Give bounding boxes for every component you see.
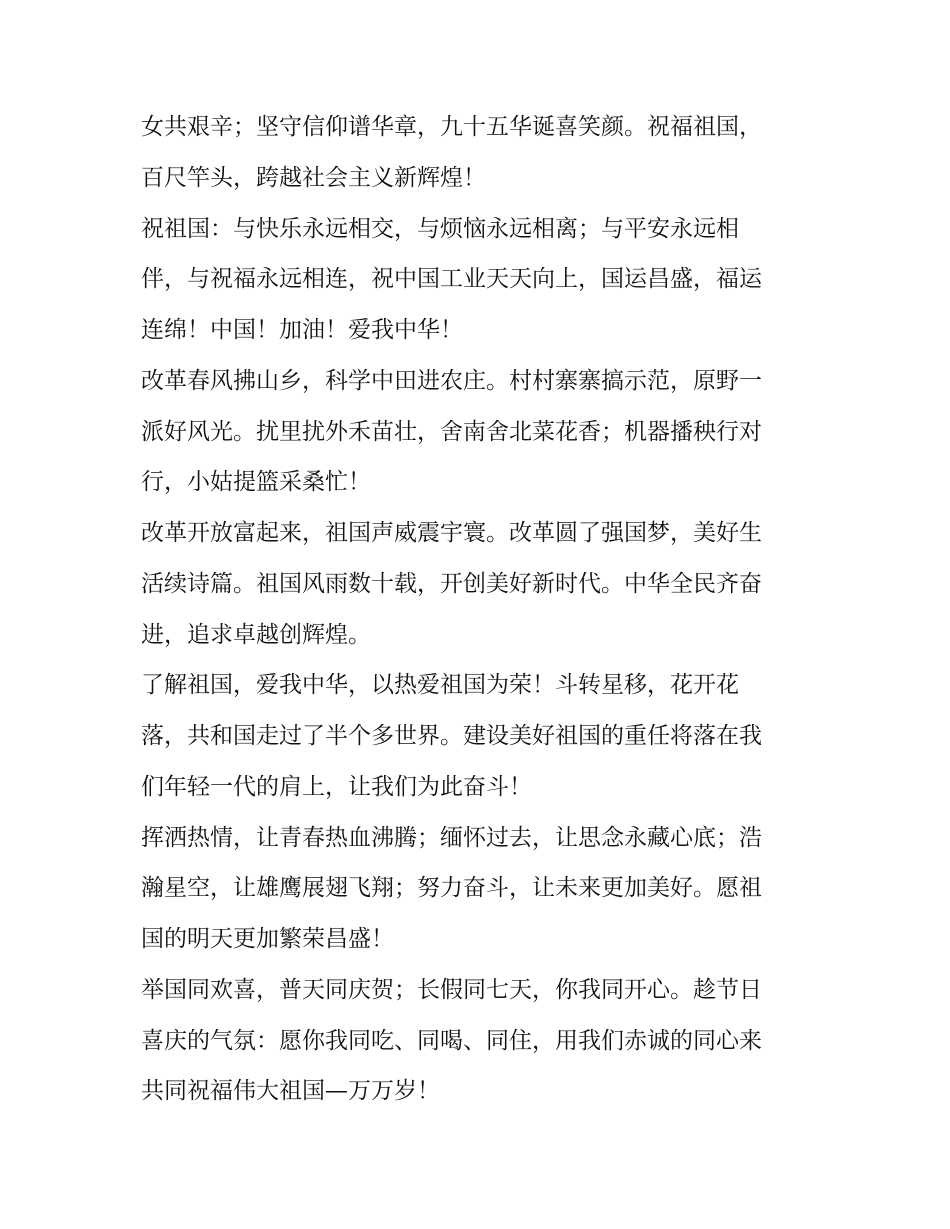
text-line: 共同祝福伟大祖国—万万岁！ (141, 1078, 440, 1105)
text-line: 们年轻一代的肩上，让我们为此奋斗！ (141, 773, 532, 800)
text-line: 瀚星空，让雄鹰展翅飞翔；努力奋斗，让未来更加美好。愿祖 (141, 875, 762, 902)
text-line: 祝祖国：与快乐永远相交，与烦恼永远相离；与平安永远相 (141, 215, 739, 242)
text-line: 百尺竿头，跨越社会主义新辉煌！ (141, 164, 486, 191)
text-line: 了解祖国，爱我中华，以热爱祖国为荣！斗转星移，花开花 (141, 672, 739, 699)
text-line: 改革春风拂山乡，科学中田进农庄。村村寨寨搞示范，原野一 (141, 367, 762, 394)
text-line: 连绵！中国！加油！爱我中华！ (141, 317, 463, 343)
text-line: 女共艰辛；坚守信仰谱华章，九十五华诞喜笑颜。祝福祖国， (141, 114, 762, 140)
text-line: 派好风光。扰里扰外禾苗壮，舍南舍北菜花香；机器播秧行对 (141, 418, 762, 445)
text-line: 行，小姑提篮采桑忙！ (141, 469, 371, 496)
text-line: 伴，与祝福永远相连，祝中国工业天天向上，国运昌盛，福运 (141, 266, 762, 293)
text-line: 进，追求卓越创辉煌。 (141, 621, 371, 648)
text-line: 落，共和国走过了半个多世界。建设美好祖国的重任将落在我 (141, 723, 762, 749)
text-line: 挥洒热情，让青春热血沸腾；缅怀过去，让思念永藏心底；浩 (141, 824, 762, 851)
text-line: 活续诗篇。祖国风雨数十载，开创美好新时代。中华全民齐奋 (141, 570, 762, 597)
text-line: 国的明天更加繁荣昌盛！ (141, 926, 394, 952)
document-body (141, 102, 821, 1117)
text-line: 喜庆的气氛：愿你我同吃、同喝、同住，用我们赤诚的同心来 (141, 1027, 762, 1054)
text-line: 举国同欢喜，普天同庆贺；长假同七天，你我同开心。趁节日 (141, 976, 762, 1003)
text-line: 改革开放富起来，祖国声威震宇寰。改革圆了强国梦，美好生 (141, 520, 762, 546)
